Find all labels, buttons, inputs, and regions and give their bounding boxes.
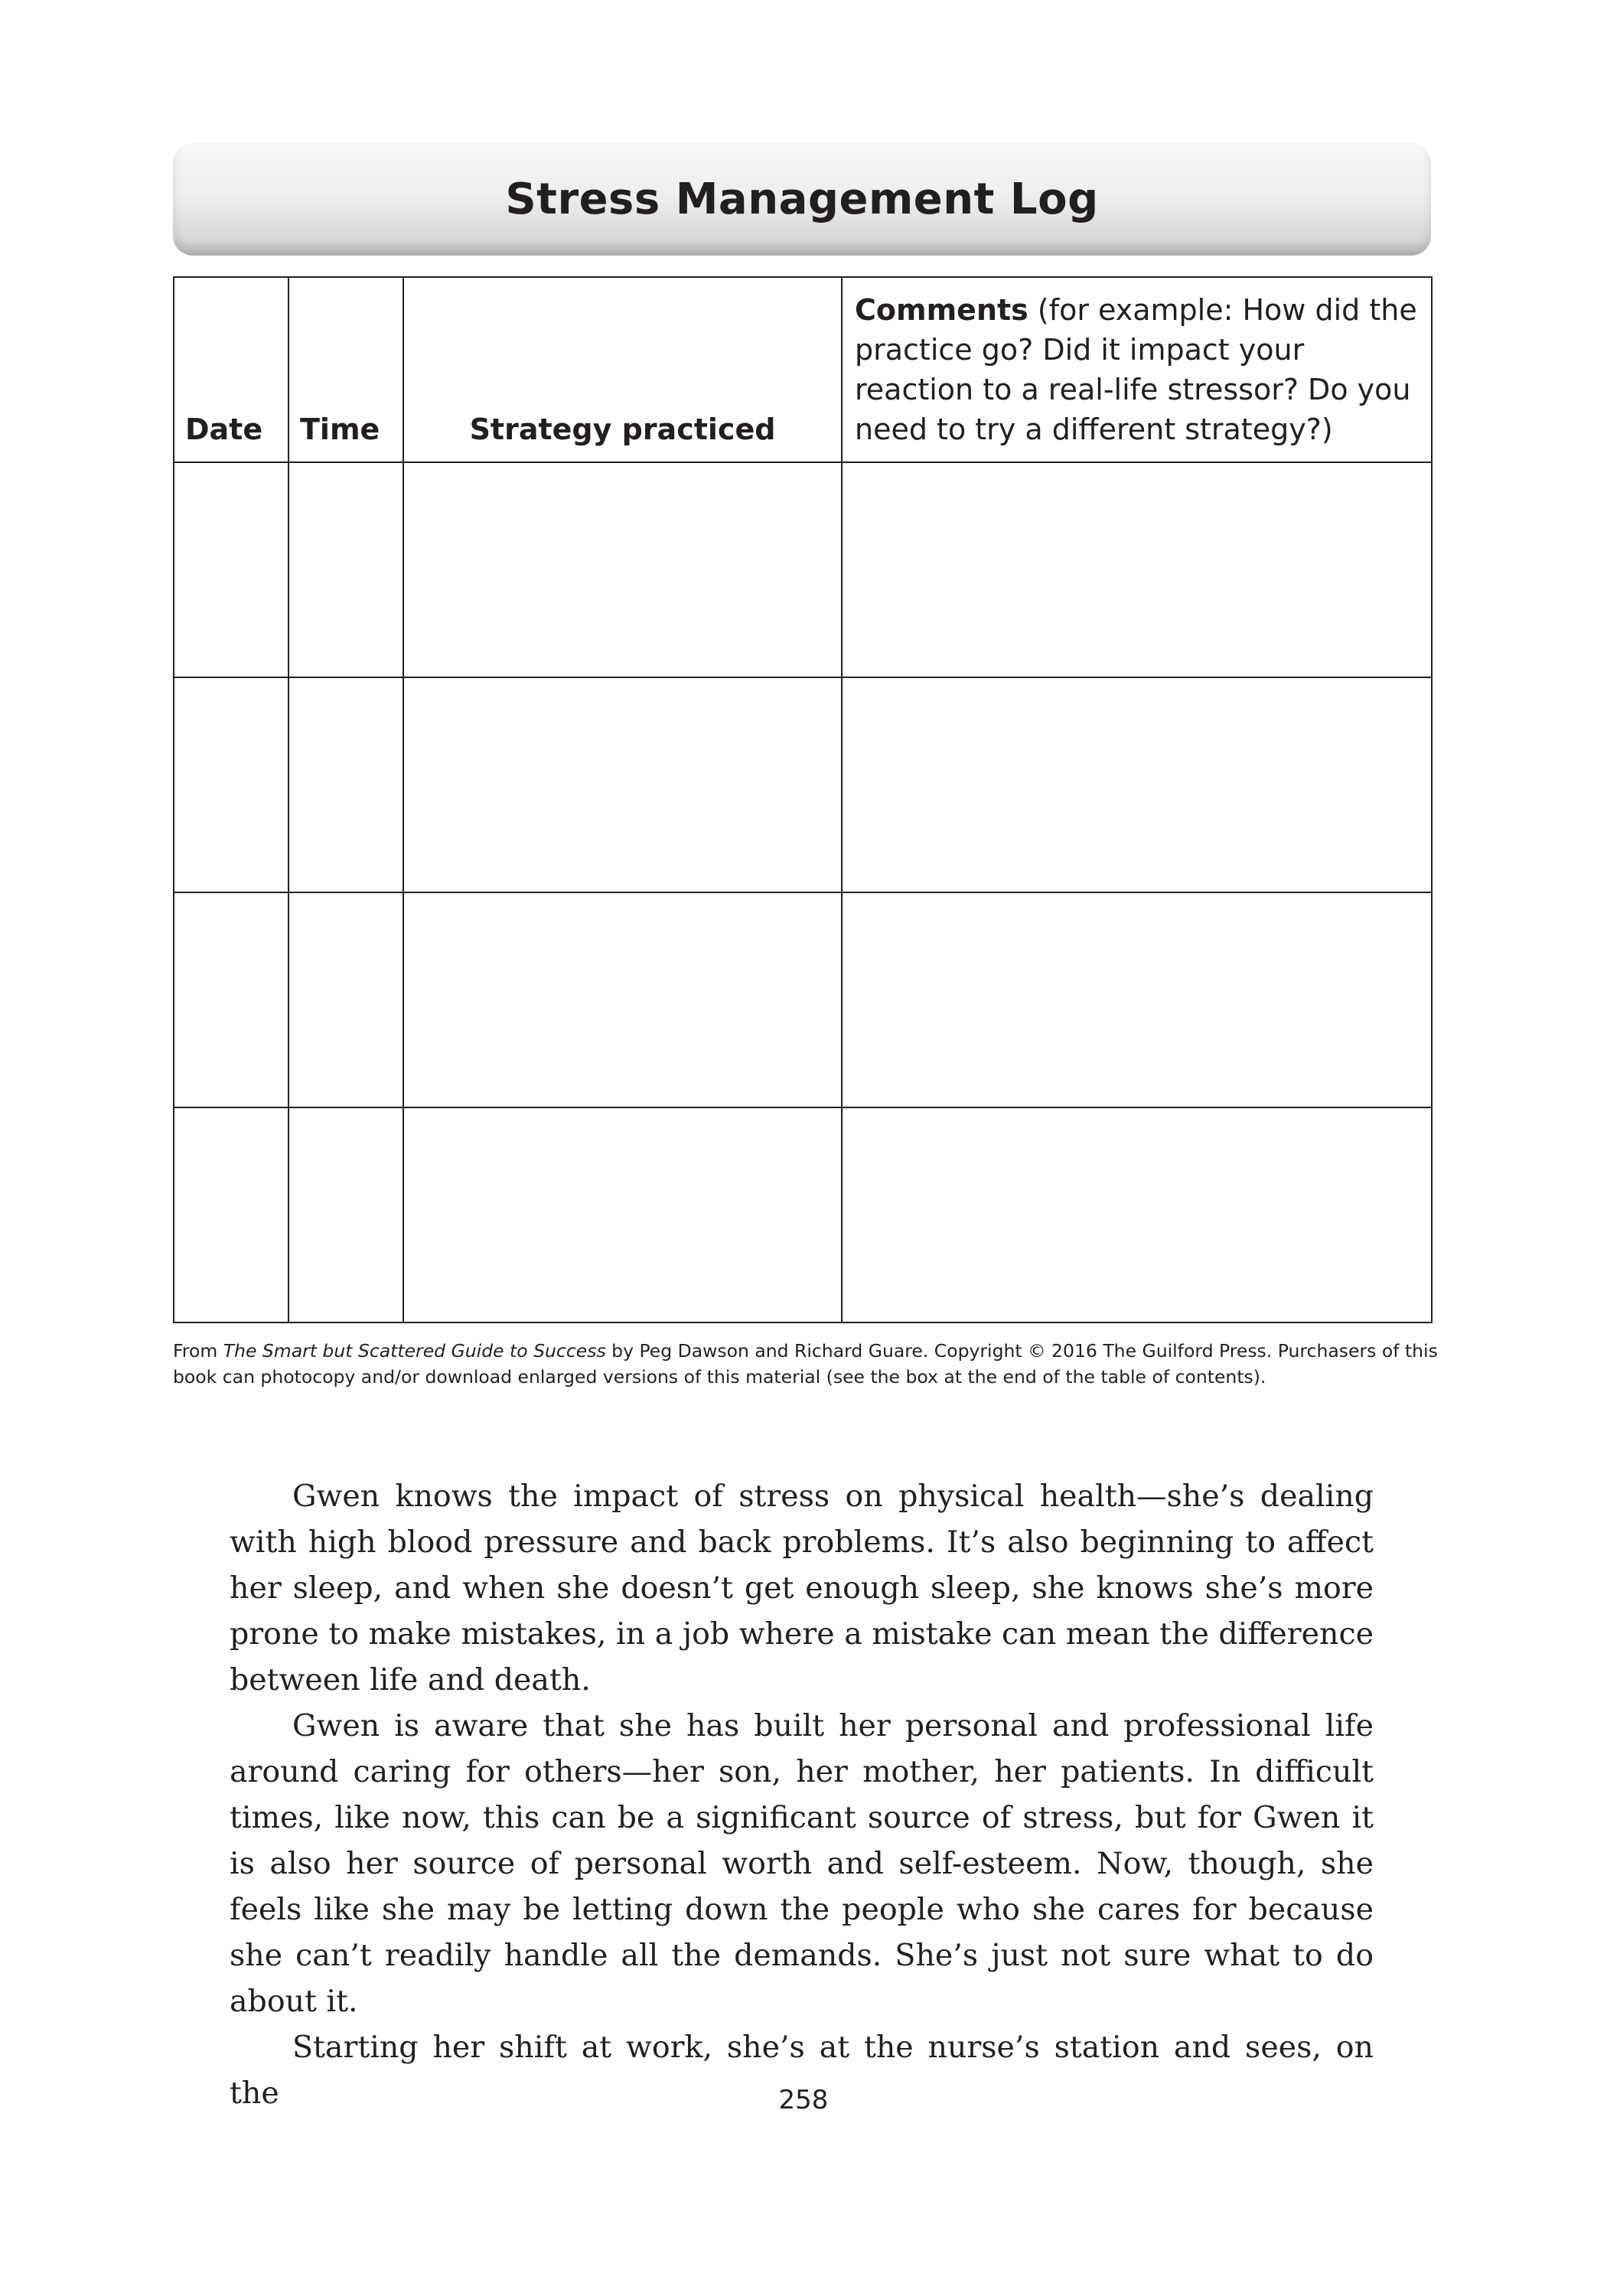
date-cell[interactable] xyxy=(174,892,288,1107)
header-time: Time xyxy=(288,277,403,462)
date-cell[interactable] xyxy=(174,677,288,892)
time-cell[interactable] xyxy=(288,677,403,892)
header-comments xyxy=(842,277,1432,462)
page-title: Stress Management Log xyxy=(505,174,1099,224)
table-row xyxy=(174,462,1432,677)
header-date: Date xyxy=(174,277,288,462)
comments-cell[interactable] xyxy=(842,677,1432,892)
table-row xyxy=(174,892,1432,1107)
title-banner xyxy=(173,143,1431,256)
credit-suffix: by Peg Dawson and Richard Guare. Copyright © 2016 The Guilford Press. Purchasers of this book can photocopy and/or download enlarged versions of this material (see the box at the end of the table of contents). xyxy=(173,1340,1438,1388)
comments-cell[interactable] xyxy=(842,462,1432,677)
comments-cell[interactable] xyxy=(842,892,1432,1107)
strategy-cell[interactable] xyxy=(403,1107,842,1322)
paragraph: Gwen knows the impact of stress on physical health—she’s dealing with high blood pressure and back problems. It’s also beginning to affect her sleep, and when she doesn’t get enough sleep, she knows she’s more prone to make mistakes, in a job where a mistake can mean the difference between life and death. xyxy=(230,1479,1374,1698)
table-row xyxy=(174,677,1432,892)
table-header-row xyxy=(174,277,1432,462)
copyright-credit xyxy=(173,1338,1443,1390)
paragraph: Starting her shift at work, she’s at the nurse’s station and sees, on the xyxy=(230,2030,1374,2111)
time-cell[interactable] xyxy=(288,892,403,1107)
date-cell[interactable] xyxy=(174,462,288,677)
body-text xyxy=(230,1473,1374,2116)
credit-book-title: The Smart but Scattered Guide to Success xyxy=(223,1340,606,1362)
time-cell[interactable] xyxy=(288,462,403,677)
page-number: 258 xyxy=(778,2085,829,2115)
strategy-cell[interactable] xyxy=(403,892,842,1107)
strategy-cell[interactable] xyxy=(403,677,842,892)
time-cell[interactable] xyxy=(288,1107,403,1322)
comments-cell[interactable] xyxy=(842,1107,1432,1322)
header-comments-lead: Comments xyxy=(855,293,1028,327)
strategy-cell[interactable] xyxy=(403,462,842,677)
header-comments-detail: (for example: How did the practice go? Did it impact your reaction to a real-life stressor? Do you need to try a different strategy?) xyxy=(855,293,1417,446)
table-row xyxy=(174,1107,1432,1322)
credit-prefix: From xyxy=(173,1340,223,1362)
stress-log-table xyxy=(173,276,1433,1323)
header-strategy: Strategy practiced xyxy=(403,277,842,462)
paragraph: Gwen is aware that she has built her personal and professional life around caring for others—her son, her mother, her patients. In difficult times, like now, this can be a significant source of stress, but for Gwen it is also her source of personal worth and self-esteem. Now, though, she feels like she may be letting down the people who she cares for because she can’t readily handle all the demands. She’s just not sure what to do about it. xyxy=(230,1708,1374,2019)
date-cell[interactable] xyxy=(174,1107,288,1322)
